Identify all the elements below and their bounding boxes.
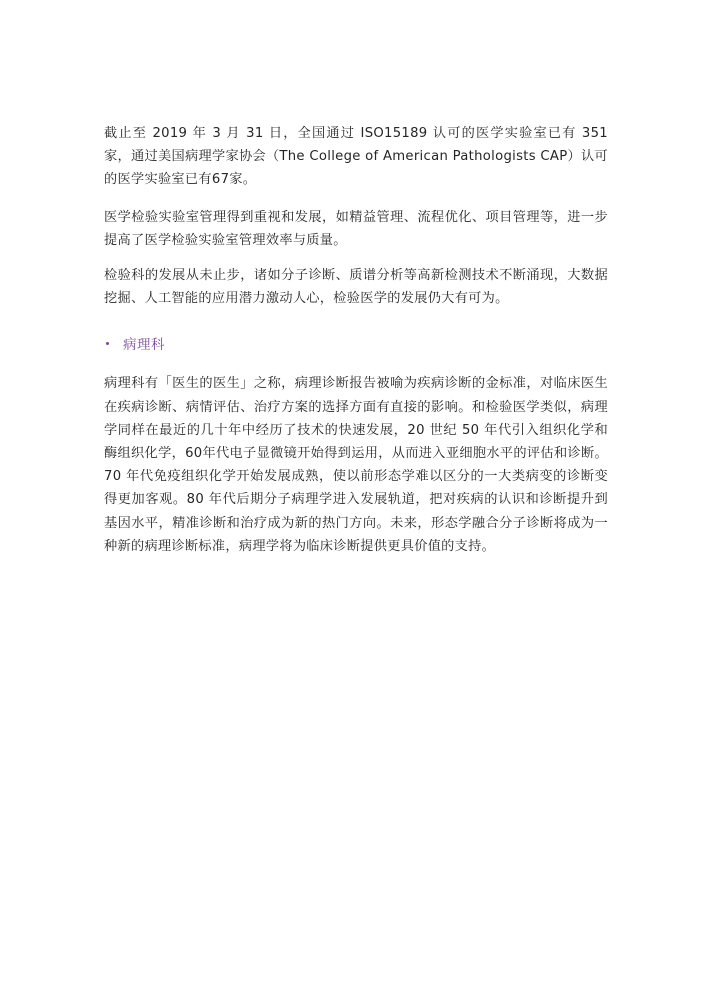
document-body — [104, 122, 608, 558]
paragraph-lab-management: 医学检验实验室管理得到重视和发展，如精益管理、流程优化、项目管理等，进一步提高了医学检验实验室管理效率与质量。 — [104, 209, 608, 248]
section-heading: 病理科 — [123, 337, 165, 354]
section-heading-row — [104, 332, 608, 354]
paragraph-lab-development: 检验科的发展从未止步，诸如分子诊断、质谱分析等高新检测技术不断涌现，大数据挖掘、人工智能的应用潜力激动人心，检验医学的发展仍大有可为。 — [104, 268, 608, 307]
bullet-icon — [106, 342, 109, 345]
paragraph-iso15189-cap: 截止至 2019 年 3 月 31 日，全国通过 ISO15189 认可的医学实验室已有 351 家，通过美国病理学家协会（The College of American Pathologists CAP）认可的医学实验室已有67家。 — [104, 126, 608, 188]
paragraph-pathology: 病理科有「医生的医生」之称，病理诊断报告被喻为疾病诊断的金标准，对临床医生在疾病诊断、病情评估、治疗方案的选择方面有直接的影响。和检验医学类似，病理学同样在最近的几十年中经历了技术的快速发展，20 世纪 50 年代引入组织化学和酶组织化学，60年代电子显微镜开始得到运用，从而进入亚细胞水平的评估和诊断。70 年代免疫组织化学开始发展成熟，使以前形态学难以区分的一大类病变的诊断变得更加客观。80 年代后期分子病理学进入发展轨道，把对疾病的认识和诊断提升到基因水平，精准诊断和治疗成为新的热门方向。未来，形态学融合分子诊断将成为一种新的病理诊断标准，病理学将为临床诊断提供更具价值的支持。 — [104, 376, 608, 554]
